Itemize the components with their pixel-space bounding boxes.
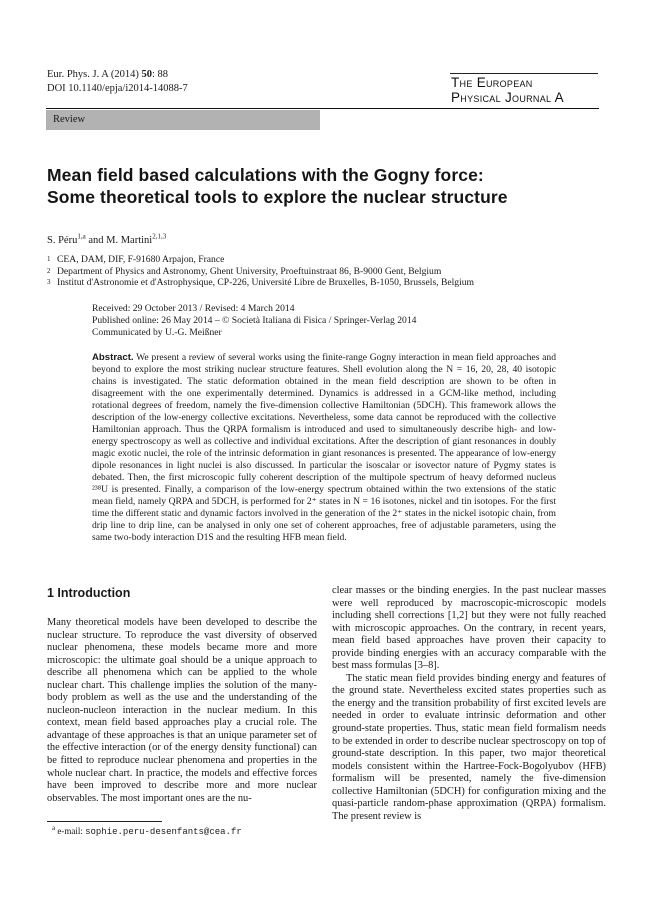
affiliations <box>47 254 474 289</box>
affiliation: 1 CEA, DAM, DIF, F-91680 Arpajon, France <box>47 254 225 265</box>
paragraph: clear masses or the binding energies. In the past nuclear masses were well reproduced by macroscopic-microscopic models including shell corrections [1,2] but they were not fully reached with microscopic approaches. On the contrary, in recent years, mean field based approaches have proven their capacity to provide binding energies with an accuracy comparable with the best mass formulas [3–8]. <box>332 585 606 672</box>
footnote-rule <box>47 821 162 822</box>
paper-title: Mean field based calculations with the Gogny force: Some theoretical tools to explore the nuclear structure <box>47 165 508 207</box>
journal-citation: Eur. Phys. J. A (2014) 50: 88 <box>47 69 169 80</box>
right-column <box>332 585 606 823</box>
author-name: M. Martini <box>106 235 153 246</box>
paragraph: The static mean field provides binding energy and features of the ground state. Nevertheless excited states properties such as the energy and the transition probability of first excited levels are needed in order to evaluate intrinsic deformation and other ground-state properties. Thus, static mean field formalism needs to be extended in order to describe nuclear spectroscopy on top of ground-state description. In this paper, two major theoretical models consistent within the Hartree-Fock-Bogolyubov (HFB) formalism will be presented, namely the five-dimension collective Hamiltonian (5DCH) for configuration mixing and the quasi-particle random-phase approximation (QRPA) formalism. The present review is <box>332 672 606 822</box>
article-type-bar <box>46 110 320 130</box>
section-heading: 1 Introduction <box>47 586 131 600</box>
abstract-label: Abstract. <box>92 352 134 363</box>
abstract-text: We present a review of several works using the finite-range Gogny interaction in mean field approaches and beyond to explore the most striking nuclear structure features. Shell evolution along the N = 16, 20, 28, 40 isotopic chains is investigated. The static deformation obtained in the mean field description are shown to be often in disagreement with the one experimentally determined. Dynamics is addressed in a GCM-like method, including rotational degrees of freedom, namely the five-dimension collective Hamiltonian (5DCH). This framework allows the description of the low-energy collective excitations. Nevertheless, some data cannot be reproduced with the collective Hamiltonian approach. Thus the QRPA formalism is introduced and used to simultaneously describe high- and low-energy spectroscopy as well as collective and individual excitations. After the description of giant resonances in doubly magic exotic nuclei, the role of the intrinsic deformation in giant resonances is presented. The appearance of low-energy dipole resonances in light nuclei is also discussed. In particular the isoscalar or isovector nature of Pygmy states is debated. Then, the first microscopic fully coherent description of the multipole spectrum of heavy deformed nucleus ²³⁸U is presented. Finally, a comparison of the low-energy spectrum obtained within the two extensions of the static mean field, namely QRPA and 5DCH, is performed for 2⁺ states in N = 16 isotones, nickel and tin isotopes. For the first time the different static and dynamic factors involved in the generation of the 2⁺ states in the nickel isotopic chain, from drip line to drip line, can be analysed in only one set of coherent approaches, free of adjustable parameters, using the same two-body interaction D1S and the resulting HFB mean field. <box>92 352 556 543</box>
affiliation: 2 Department of Physics and Astronomy, Ghent University, Proeftuinstraat 86, B-9000 Gent, Belgium <box>47 265 442 277</box>
left-column <box>47 617 317 805</box>
article-type-label: Review <box>53 114 86 125</box>
authors: S. Péru$^{1,a}$ and M. Martini$^{2,1,3}$ <box>47 232 167 246</box>
email-link[interactable]: sophie.peru-desenfants@cea.fr <box>85 827 242 837</box>
author-name: S. Péru <box>47 235 78 246</box>
doi[interactable]: DOI 10.1140/epja/i2014-14088-7 <box>47 83 188 94</box>
footnote: $^a$ e-mail: sophie.peru-desenfants@cea.fr <box>52 824 242 837</box>
header-rule <box>46 108 599 109</box>
journal-rule <box>450 73 598 74</box>
publication-dates <box>92 303 416 339</box>
journal-name: The European Physical Journal A <box>451 75 564 105</box>
abstract <box>92 352 556 544</box>
author-marks: 1,a <box>77 232 86 241</box>
citation-block <box>47 68 188 96</box>
paragraph: Many theoretical models have been developed to describe the nuclear structure. To reproduce the vast diversity of observed nuclear phenomena, these models became more and more microscopic: the ultimate goal should be a unique approach to describe all phenomena which can be applied to the whole nuclear chart. This challenge implies the solution of the many-body problem as well as the use and the understanding of the nucleon-nucleon interaction in the nuclear medium. In this context, mean field based approaches play a crucial role. The advantage of these approaches is that an unique parameter set of the effective interaction (or of the energy density functional) can be fitted to reproduce nuclear phenomena and properties in the whole nuclear chart. In practice, the models and effective forces have been improved to describe more and more nuclear observables. The most important ones are the nu- <box>47 617 317 804</box>
published-date: Published online: 26 May 2014 – © Società Italiana di Fisica / Springer-Verlag 2014 <box>92 315 417 326</box>
communicated-by: Communicated by U.-G. Meißner <box>92 327 222 338</box>
affiliation: 3 Institut d'Astronomie et d'Astrophysique, CP-226, Université Libre de Bruxelles, B-1050, Brussels, Belgium <box>47 277 475 289</box>
author-marks: 2,1,3 <box>152 232 167 241</box>
received-date: Received: 29 October 2013 / Revised: 4 March 2014 <box>92 303 295 314</box>
